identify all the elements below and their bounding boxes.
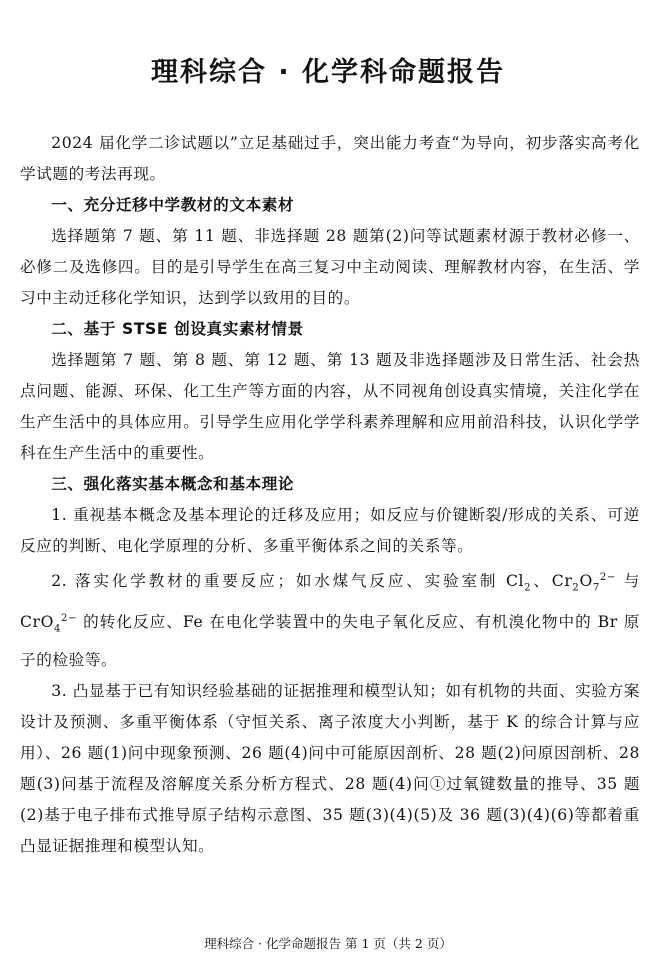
- section-3-item-1: 1. 重视基本概念及基本理论的迁移及应用；如反应与价键断裂/形成的关系、可逆反应的判断、电化学原理的分析、多重平衡体系之间的关系等。: [20, 506, 640, 555]
- page-title: 理科综合 · 化学科命题报告: [150, 57, 506, 88]
- o7-subscript: 7: [592, 582, 600, 594]
- o4-subscript: 4: [53, 623, 62, 635]
- item-2-post: 的转化反应、Fe 在电化学装置中的失电子氧化反应、有机溴化物中的 Br 原子的检验等。: [20, 613, 640, 669]
- report-body: [20, 128, 640, 862]
- chromate-charge: 2−: [61, 613, 78, 625]
- section-1-text: 选择题第 7 题、第 11 题、非选择题 28 题第(2)问等试题素材源于教材必修一、必修二及选修四。目的是引导学生在高三复习中主动阅读、理解教材内容，在生活、学习中主动迁移化学知识，达到学以致用的目的。: [20, 227, 640, 307]
- section-3-item-2: [20, 562, 640, 676]
- intro-paragraph: 2024 届化学二诊试题以”立足基础过手，突出能力考查“为导向，初步落实高考化学试题的考法再现。: [20, 134, 640, 183]
- section-3-heading: 三、强化落实基本概念和基本理论: [51, 475, 295, 493]
- cl2-subscript: 2: [524, 582, 532, 594]
- cr2-subscript: 2: [572, 582, 580, 594]
- section-3-item-3: 3. 凸显基于已有知识经验基础的证据推理和模型认知；如有机物的共面、实验方案设计及预测、多重平衡体系（守恒关系、离子浓度大小判断，基于 K 的综合计算与应用）、26 题(1)问中现象预测、26 题(4)问中可能原因剖析、28 题(2)问原因剖析、28 题(3)问基于流程及溶解度关系分析方程式、28 题(4)问①过氧键数量的推导、35 题(2)基于电子排布式推导原子结构示意图、35 题(3)(4)(5)及 36 题(3)(4)(6)等都着重凸显证据推理和模型认知。: [20, 681, 640, 855]
- section-2-heading: 二、基于 STSE 创设真实素材情景: [51, 320, 304, 338]
- section-1-heading: 一、充分迁移中学教材的文本素材: [51, 196, 295, 214]
- oxygen-symbol: O: [579, 572, 593, 591]
- section-2-text: 选择题第 7 题、第 8 题、第 12 题、第 13 题及非选择题涉及日常生活、社会热点问题、能源、环保、化工生产等方面的内容，从不同视角创设真实情境，关注化学在生产生活中的具体应用。引导学生应用化学学科素养理解和应用前沿科技，认识化学学科在生产生活中的重要性。: [20, 351, 640, 462]
- item-2-pre: 2. 落实化学教材的重要反应；如水煤气反应、实验室制 Cl: [51, 572, 525, 591]
- item-2-mid: 与 CrO: [20, 572, 640, 632]
- dichromate-charge: 2−: [599, 572, 617, 583]
- page-footer: 理科综合 · 化学命题报告 第 1 页（共 2 页）: [204, 936, 452, 951]
- item-2-sep: 、Cr: [531, 572, 573, 591]
